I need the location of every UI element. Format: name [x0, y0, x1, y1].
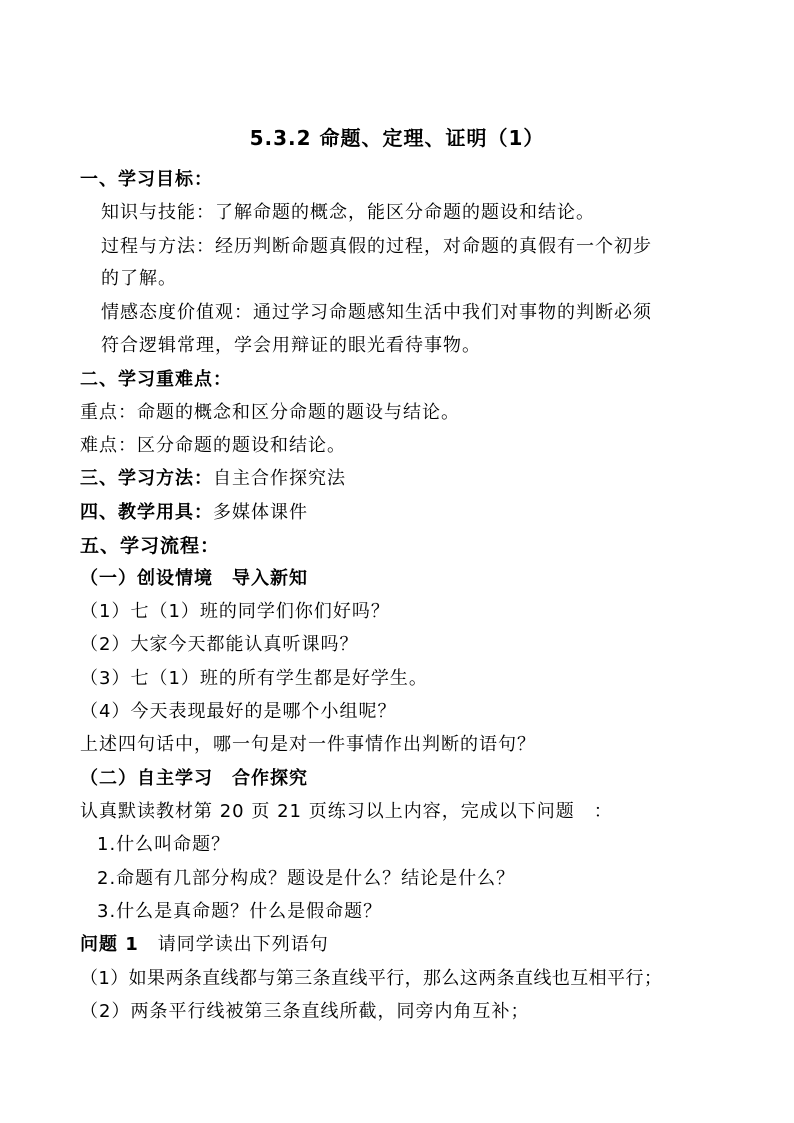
flow-part2-question: 3.什么是真命题？什么是假命题？ — [97, 901, 383, 922]
section-heading-key-points: 二、学习重难点： — [80, 369, 232, 390]
section-heading-tools: 四、教学用具： — [80, 502, 213, 523]
goal-emotion-line-2: 符合逻辑常理，学会用辩证的眼光看待事物。 — [101, 335, 481, 356]
goal-process-line-2: 的了解。 — [101, 268, 177, 289]
flow-part1-item: （3）七（1）班的所有学生都是好学生。 — [80, 668, 428, 689]
goal-emotion-line-1: 情感态度价值观：通过学习命题感知生活中我们对事物的判断必须 — [101, 302, 652, 323]
flow-part1-item: （1）七（1）班的同学们你们好吗？ — [80, 601, 390, 622]
method-row — [80, 467, 346, 491]
section-heading-flow: 五、学习流程： — [80, 535, 221, 557]
tools-value: 多媒体课件 — [213, 502, 308, 523]
flow-part1-question: 上述四句话中，哪一句是对一件事情作出判断的语句？ — [80, 734, 536, 755]
problem1-item: （2）两条平行线被第三条直线所截，同旁内角互补； — [80, 1001, 530, 1022]
section-heading-method: 三、学习方法： — [80, 468, 213, 489]
flow-part1-item: （4）今天表现最好的是哪个小组呢？ — [80, 701, 397, 722]
tools-row — [80, 501, 308, 525]
key-point-difficulty: 难点：区分命题的题设和结论。 — [80, 435, 346, 456]
flow-part2-question: 2.命题有几部分构成？题设是什么？结论是什么？ — [97, 868, 516, 889]
flow-part2-heading: （二）自主学习 合作探究 — [80, 768, 308, 789]
flow-part1-heading: （一）创设情境 导入新知 — [80, 568, 308, 589]
method-value: 自主合作探究法 — [213, 468, 346, 489]
flow-part2-intro: 认真默读教材第 20 页 21 页练习以上内容，完成以下问题 ： — [80, 801, 613, 822]
key-point-focus: 重点：命题的概念和区分命题的题设与结论。 — [80, 402, 460, 423]
page-title: 5.3.2 命题、定理、证明（1） — [249, 126, 545, 150]
problem1-item: （1）如果两条直线都与第三条直线平行，那么这两条直线也互相平行； — [80, 968, 663, 989]
problem1-text: 请同学读出下列语句 — [157, 934, 329, 955]
problem1-label: 问题 1 — [80, 934, 139, 955]
section-heading-goals: 一、学习目标： — [80, 169, 213, 190]
flow-part2-question: 1.什么叫命题？ — [97, 834, 231, 855]
problem1-row — [80, 933, 329, 957]
goal-knowledge: 知识与技能：了解命题的概念，能区分命题的题设和结论。 — [101, 202, 595, 223]
goal-process-line-1: 过程与方法：经历判断命题真假的过程，对命题的真假有一个初步 — [101, 236, 652, 257]
flow-part1-item: （2）大家今天都能认真听课吗？ — [80, 634, 359, 655]
